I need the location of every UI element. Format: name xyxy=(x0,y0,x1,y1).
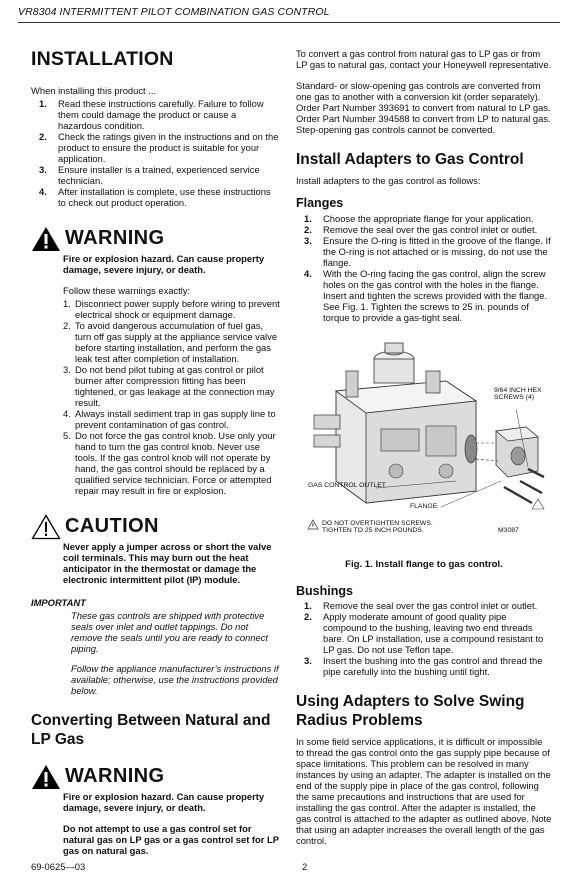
warning-follow: Follow these warnings exactly: xyxy=(63,284,191,296)
warning2-word: WARNING xyxy=(65,764,165,787)
list-item: 5. Do not force the gas control knob. Use only your hand to turn the gas control knob. Never use tools. If the gas control knob will not operate by hand, the gas control should be replaced by a qualified service technician. Force or attempted repair may result in fire or explosion. xyxy=(63,429,276,496)
list-item: 3. Ensure the O-ring is fitted in the groove of the flange. If the O-ring is not attached or is missing, do not use the flange. xyxy=(304,234,551,268)
list-item: 4. With the O-ring facing the gas control, align the screw holes on the gas control with the holes in the flange. Insert and tighten the screws provided with the flange. See Fig. 1. Tighten the screws to 25 in. pounds of torque to provide a gas-tight seal. xyxy=(304,267,548,323)
warning-word: WARNING xyxy=(65,227,165,250)
important-note xyxy=(31,597,281,696)
warning-icon xyxy=(31,764,61,790)
bushings-title: Bushings xyxy=(296,583,353,598)
list-item: 2. Check the ratings given in the instructions and on the product to ensure the product is suitable for your application. xyxy=(39,130,279,164)
left-column xyxy=(31,48,281,866)
warning2-hazard: Fire or explosion hazard. Can cause property damage, severe injury, or death. xyxy=(63,790,265,813)
caution-icon xyxy=(31,514,61,540)
header-rule xyxy=(18,22,560,23)
doc-number: 69-0625—03 xyxy=(31,861,86,872)
list-item: 3. Ensure installer is a trained, experienced service technician. xyxy=(39,163,260,186)
list-item: 3. Do not bend pilot tubing at gas control or pilot burner after compression fitting has been tightened, or gas leakage at the connection may result. xyxy=(63,363,275,408)
warning-heading xyxy=(31,226,281,252)
outlet-label: GAS CONTROL OUTLET xyxy=(308,481,386,489)
adapters-intro: Install adapters to the gas control as follows: xyxy=(296,174,481,186)
screws-label: 9/64 INCH HEX SCREWS (4) xyxy=(494,386,542,402)
installation-title: INSTALLATION xyxy=(31,48,174,70)
list-item: 1. Disconnect power supply before wiring to prevent electrical shock or equipment damage. xyxy=(63,297,280,320)
flange-figure xyxy=(306,331,546,549)
list-item: 3. Insert the bushing into the gas control and thread the pipe carefully into the bushing until tight. xyxy=(304,655,543,678)
caution-text: Never apply a jumper across or short the valve coil terminals. This may burn out the heat anticipator in the thermostat or damage the electronic intermittent pilot (IP) module. xyxy=(63,540,272,585)
important-p2: Follow the appliance manufacturer’s instructions if available; otherwise, use the instructions provided below. xyxy=(71,662,279,696)
list-item: 4. Always install sediment trap in gas supply line to prevent contamination of gas control. xyxy=(63,407,276,430)
adapters-title: Install Adapters to Gas Control xyxy=(296,151,524,168)
flange-steps xyxy=(296,213,552,323)
list-item: 2. Apply moderate amount of good quality pipe compound to the bushing, leaving two end threads bare. On LP installation, use a compound resistant to LP gas. Do not use Teflon tape. xyxy=(304,611,544,656)
installation-steps xyxy=(31,98,281,208)
convert-paragraph-2: Standard- or slow-opening gas controls are converted from one gas to another with a conversion kit (order separately). Order Part Number 393691 to convert from natural to LP gas. Order Part Number 394588 to convert from LP to natural gas. Step-opening gas controls cannot be converted. xyxy=(296,80,551,135)
caution-body xyxy=(31,541,281,585)
caution-word: CAUTION xyxy=(65,515,159,538)
swing-text: In some field service applications, it is difficult or impossible to thread the gas control onto the gas supply pipe because of space limitations. This problem can be resolved in many instances by using an adapter. The adapter is installed on the end of the supply pipe in place of the gas control, following the same precautions and instructions that are used for installing the gas control. After the adapter is installed, the gas control is attached to the adapter as outlined above. Note that using an adapter increases the overall length of the gas control. xyxy=(296,736,552,847)
convert-paragraph-1: To convert a gas control from natural gas to LP gas or from LP gas to natural gas, contact your Honeywell representative. xyxy=(296,48,552,70)
list-item: 1. Read these instructions carefully. Failure to follow them could damage the product or cause a hazardous condition. xyxy=(39,97,264,131)
bushing-steps xyxy=(296,600,552,677)
overtighten-note: DO NOT OVERTIGHTEN SCREWS. TIGHTEN TO 25 INCH POUNDS. xyxy=(322,519,433,535)
list-item: 2. To avoid dangerous accumulation of fuel gas, turn off gas supply at the appliance service valve before starting installation, and perform the gas leak test after completion of installation. xyxy=(63,319,278,364)
warning-list xyxy=(63,298,281,496)
flange-label: FLANGE xyxy=(410,502,438,510)
warning2-body xyxy=(31,791,281,856)
important-p1: These gas controls are shipped with protective seals over inlet and outlet tappings. Do not remove the seals until you are ready to connect piping. xyxy=(71,609,268,654)
important-label: IMPORTANT xyxy=(31,596,86,608)
figure-caption: Fig. 1. Install flange to gas control. xyxy=(345,558,503,570)
warning-hazard: Fire or explosion hazard. Can cause property damage, severe injury, or death. xyxy=(63,252,265,275)
converting-title: Converting Between Natural and LP Gas xyxy=(31,711,271,748)
figure-code: M3087 xyxy=(498,526,519,534)
page-number: 2 xyxy=(302,861,308,872)
gas-control-illustration xyxy=(306,331,546,549)
page-header: VR8304 INTERMITTENT PILOT COMBINATION GAS CONTROL xyxy=(18,6,330,18)
list-item: 2. Remove the seal over the gas control inlet or outlet. xyxy=(304,223,538,235)
swing-title: Using Adapters to Solve Swing Radius Problems xyxy=(296,693,525,730)
warning2-heading xyxy=(31,764,281,790)
list-item: 4. After installation is complete, use these instructions to check out product operation. xyxy=(39,185,271,208)
flanges-title: Flanges xyxy=(296,195,344,210)
list-item: 1. Remove the seal over the gas control inlet or outlet. xyxy=(304,600,538,612)
right-column xyxy=(296,48,552,848)
warning-body xyxy=(31,253,281,496)
warning2-text: Do not attempt to use a gas control set for natural gas on LP gas or a gas control set for LP gas on natural gas. xyxy=(63,822,279,856)
installation-intro: When installing this product ... xyxy=(31,84,157,96)
warning-icon xyxy=(31,226,61,252)
caution-heading xyxy=(31,514,281,540)
list-item: 1. Choose the appropriate flange for your application. xyxy=(304,212,534,224)
